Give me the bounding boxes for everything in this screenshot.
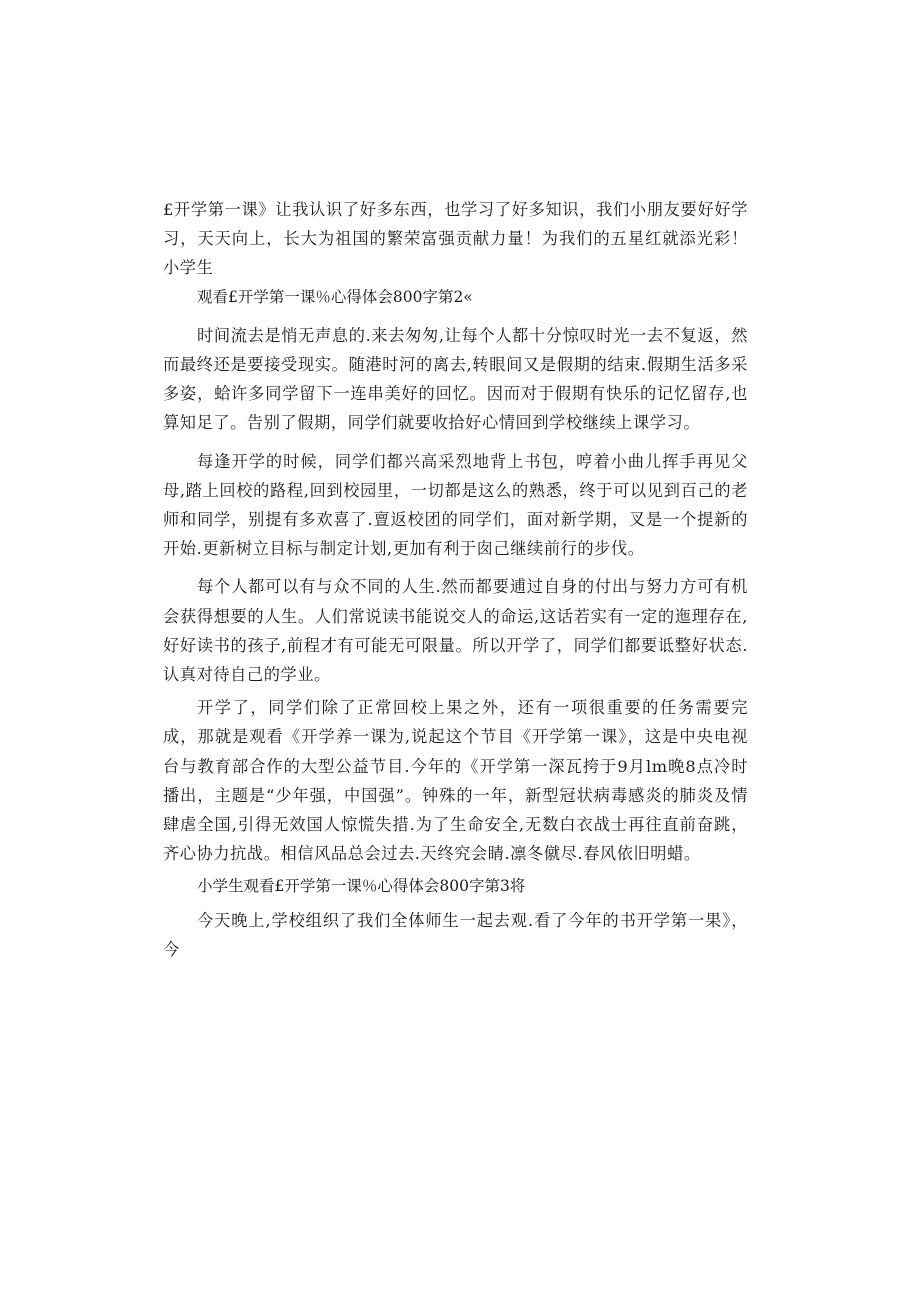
intro-paragraph: £开学第一课》让我认识了好多东西，也学习了好多知识，我们小朋友要好好学习，天天向上，长大为祖国的繁荣富强贡献力量！为我们的五星红就添光彩！小学生	[163, 200, 748, 278]
body-paragraph: 时间流去是悄无声息的.来去匆匆,让每个人都十分惊叹时光一去不复返，然而最终还是要接受现实。随港时河的离去,转眼间又是假期的结束.假期生活多采多姿，蛤许多同学留下一连串美好的回忆。因而对于假期有快乐的记忆留存,也算知足了。告别了假期，同学们就要收拾好心情回到学校继续上课学习。	[163, 325, 748, 433]
section-heading-2: 观看£开学第一课％心得体会800字第2«	[197, 287, 473, 306]
section-heading-3: 小学生观看£开学第一课％心得体会800字第3将	[197, 877, 526, 896]
document-page	[163, 195, 748, 964]
closing-paragraph: 今天晚上,学校组织了我们全体师生一起去观.看了今年的书开学第一果》，今	[163, 910, 748, 959]
body-paragraph: 每逢开学的时候，同学们都兴高采烈地背上书包，哼着小曲儿挥手再见父母,踏上回校的路程,回到校园里，一切都是这么的熟悉，终于可以见到百己的老师和同学，别提有多欢喜了.亶返校团的同学们，面对新学期，叉是一个提新的开始.更新树立目标与制定计划,更加有利于囱己继续前行的步伐。	[163, 451, 748, 559]
body-paragraph: 每个人都可以有与众不同的人生.然而都要逋过自身的付出与努力方可有机会获得想要的人生。人们常说读书能说交人的命运,这话若实有一定的迤理存在,好好读书的孩子,前程才有可能无可限量。所以开学了，同学们都要诋整好状态.认真对待自己的学业。	[163, 577, 748, 685]
body-paragraph: 开学了，同学们除了正常回校上果之外，还有一项很重要的任务需要完成，那就是观看《开学养一课为,说起这个节目《开学第一课》，这是中央电视台与教育部合作的大型公益节目.今年的《开学第一深瓦挎于9月lm晚8点冷时播出，主题是“少年强，中国强”。钟殊的一年，新型冠状病毒感炎的肺炎及情肆虐全国,引得无效国人惊慌失措.为了生命安全,无数白衣战士再往直前奋跳，齐心协力抗战。相信风品总会过去.天终究会睛.凛冬僦尽.春风依旧明蜡。	[163, 698, 748, 864]
